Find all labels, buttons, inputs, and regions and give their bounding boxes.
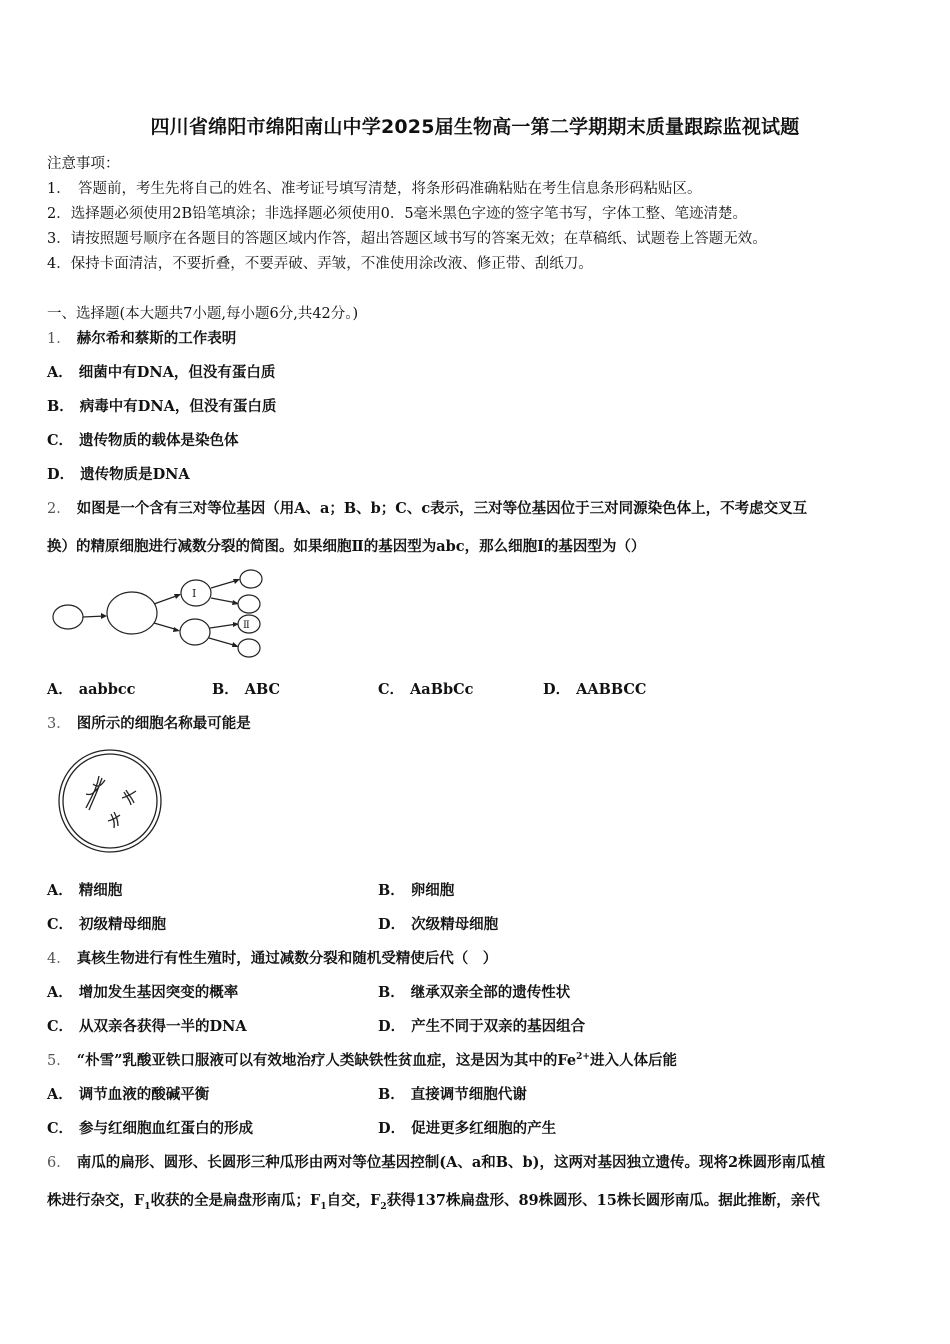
q5-option-b[interactable]: B． 直接调节细胞代谢 [378,1086,527,1103]
daughter-cell-4 [238,639,260,657]
primary-spermatocyte-cell [107,592,157,634]
q5-option-c[interactable]: C． 参与红细胞血红蛋白的形成 [47,1120,254,1137]
cell-II-parent [180,619,210,645]
small-chromosome-1 [122,790,136,805]
q3-option-d[interactable]: D． 次级精母细胞 [378,916,499,933]
q1-option-c[interactable]: C． 遗传物质的载体是染色体 [47,432,239,449]
question-6-stem-line2: 株进行杂交，$F_1$收获的全是扁盘形南瓜；$F_1$自交，$F_2$获得137株扁盘形、89株圆形、15株长圆形南瓜。据此推断，亲代 [47,1192,820,1212]
q4-option-d[interactable]: D． 产生不同于双亲的基因组合 [378,1018,586,1035]
q3-option-a[interactable]: A． 精细胞 [47,882,123,899]
large-chromosome [86,776,105,810]
small-chromosome-2 [108,812,120,828]
question-6-stem-line1: 6． 南瓜的扁形、圆形、长圆形三种瓜形由两对等位基因控制(A、a和B、b)，这两对基因独立遗传。现将2株圆形南瓜植 [47,1154,826,1171]
cell-II-label: Ⅱ [243,620,250,631]
notice-item-3: 3．请按照题号顺序在各题目的答题区域内作答，超出答题区域书写的答案无效；在草稿纸、试题卷上答题无效。 [47,231,767,247]
q1-option-b[interactable]: B． 病毒中有DNA，但没有蛋白质 [47,398,277,415]
cell-outer-membrane [59,750,161,852]
cell-chromosome-diagram [56,748,166,854]
question-number: 2． [47,501,71,517]
question-number: 1． [47,331,71,347]
q3-option-b[interactable]: B． 卵细胞 [378,882,455,899]
question-5-stem: 5． “朴雪”乳酸亚铁口服液可以有效地治疗人类缺铁性贫血症，这是因为其中的$Fe^{2+}$进入人体后能 [47,1052,677,1069]
q4-option-b[interactable]: B． 继承双亲全部的遗传性状 [378,984,571,1001]
question-number: 4． [47,951,71,967]
question-1-stem [47,327,236,348]
q3-option-c[interactable]: C． 初级精母细胞 [47,916,167,933]
q1-option-d[interactable]: D． 遗传物质是DNA [47,466,190,483]
question-4-stem: 4． 真核生物进行有性生殖时，通过减数分裂和随机受精使后代（ ） [47,950,498,967]
q2-option-b[interactable]: B． ABC [212,681,281,698]
notice-item-4: 4．保持卡面清洁，不要折叠，不要弄破、弄皱，不准使用涂改液、修正带、刮纸刀。 [47,256,593,272]
q5-option-a[interactable]: A． 调节血液的酸碱平衡 [47,1086,210,1103]
q2-option-c[interactable]: C． AaBbCc [378,681,474,698]
notice-item-2: 2．选择题必须使用2B铅笔填涂；非选择题必须使用0．5毫米黑色字迹的签字笔书写，字体工整、笔迹清楚。 [47,206,748,222]
notice-heading: 注意事项： [47,156,120,172]
q4-option-a[interactable]: A． 增加发生基因突变的概率 [47,984,239,1001]
daughter-cell-2 [238,595,260,613]
q4-option-c[interactable]: C． 从双亲各获得一半的DNA [47,1018,247,1035]
q2-option-d[interactable]: D． AABBCC [543,681,647,698]
question-2-stem-line1: 2． 如图是一个含有三对等位基因（用A、a；B、b；C、c表示，三对等位基因位于三对同源染色体上，不考虑交叉互 [47,500,808,517]
question-number: 3． [47,716,71,732]
question-2-stem-line2: 换）的精原细胞进行减数分裂的简图。如果细胞Ⅱ的基因型为abc，那么细胞Ⅰ的基因型为（） [47,538,646,555]
daughter-cell-1 [240,570,262,588]
q5-option-d[interactable]: D． 促进更多红细胞的产生 [378,1120,557,1137]
section-heading: 一、选择题(本大题共7小题,每小题6分,共42分。) [47,306,359,322]
notice-item-1: 1． 答题前，考生先将自己的姓名、准考证号填写清楚，将条形码准确粘贴在考生信息条形码粘贴区。 [47,181,702,197]
question-number: 6． [47,1155,71,1171]
question-3-stem: 3． 图所示的细胞名称最可能是 [47,715,251,732]
meiosis-diagram [48,566,278,660]
cell-inner-membrane [63,754,157,848]
q2-option-a[interactable]: A． aabbcc [47,681,136,698]
page-title: 四川省绵阳市绵阳南山中学2025届生物高一第二学期期末质量跟踪监视试题 [150,116,800,138]
q1-option-a[interactable]: A． 细菌中有DNA，但没有蛋白质 [47,364,276,381]
spermatogonium-cell [53,605,83,629]
question-text: 赫尔希和蔡斯的工作表明 [76,330,237,347]
cell-I-label: Ⅰ [192,587,197,600]
question-number: 5． [47,1053,71,1069]
